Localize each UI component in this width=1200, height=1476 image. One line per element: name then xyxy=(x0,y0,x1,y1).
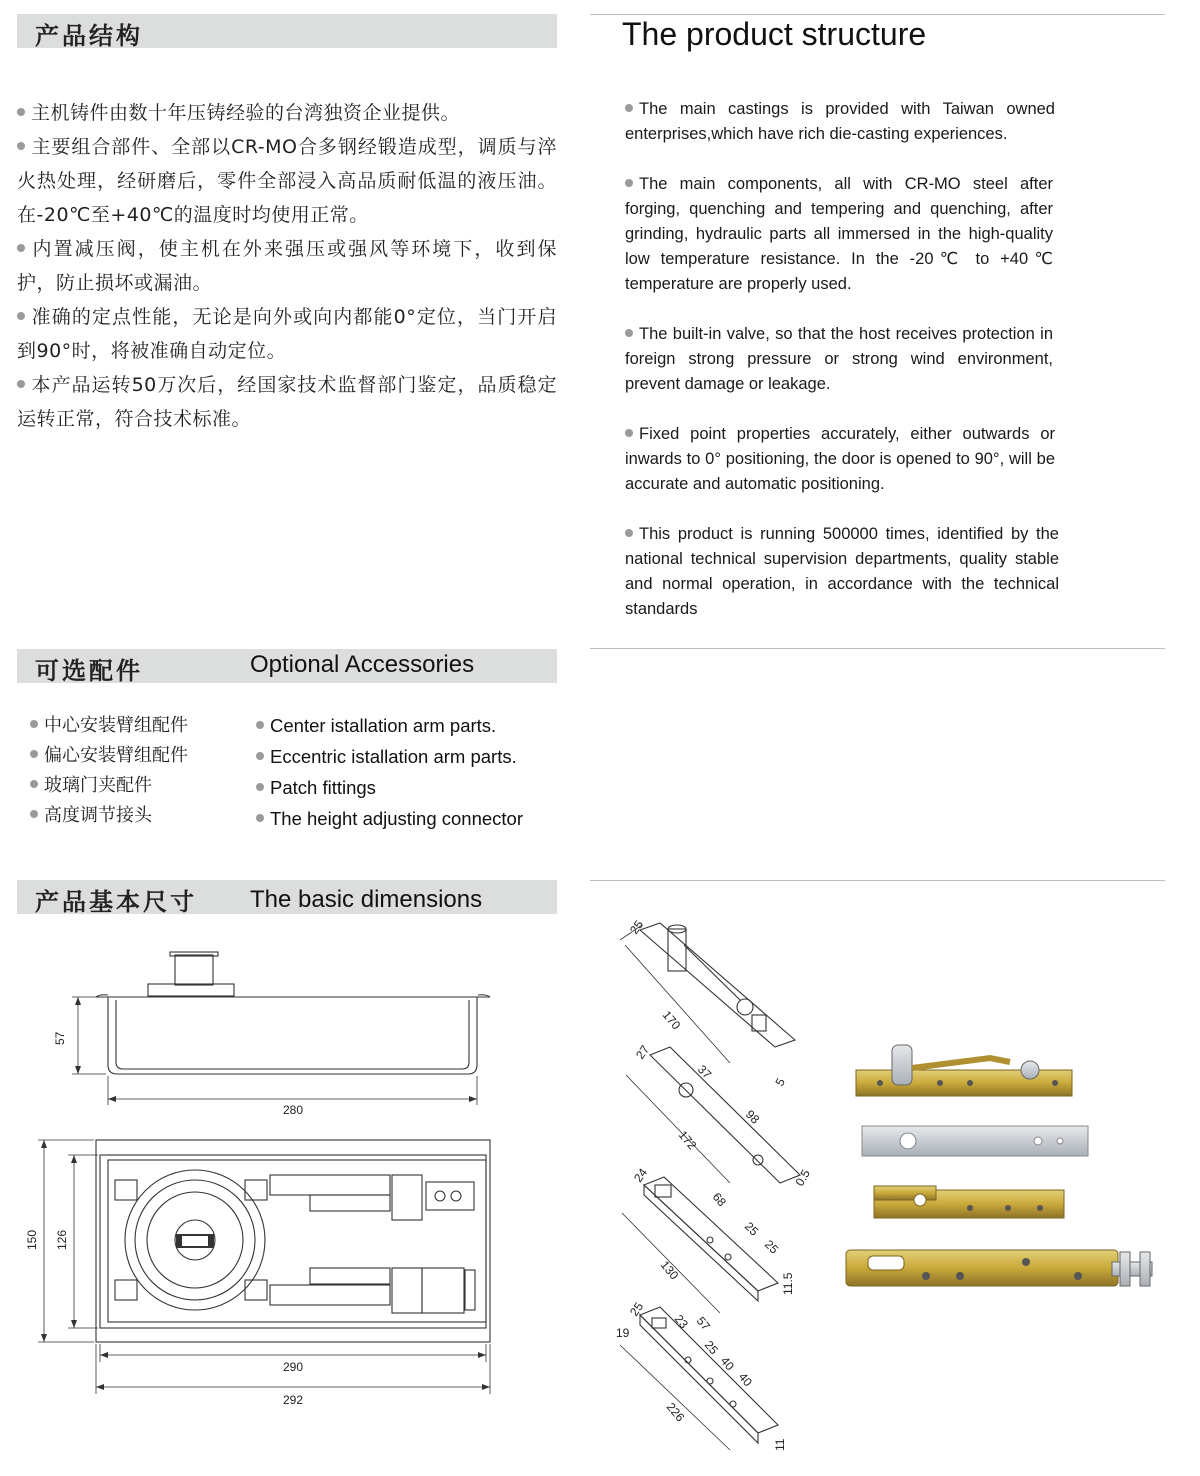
bullet-icon xyxy=(625,329,633,337)
part3-width-label: 24 xyxy=(630,1165,651,1185)
structure-title-cn: 产品结构 xyxy=(35,22,143,50)
top-view-drawing xyxy=(20,1130,510,1420)
top-outer-length-dimension xyxy=(96,1344,490,1407)
accessories-title-cn: 可选配件 xyxy=(35,657,143,685)
en-paragraph-5: This product is running 500000 times, identified by the national technical supervision departments, quality stable and normal operation, in accordance with the technical standards xyxy=(625,525,1059,618)
cn-paragraph-5: 本产品运转50万次后，经国家技术监督部门鉴定，品质稳定运转正常，符合技术标准。 xyxy=(17,374,557,430)
part4-length-label: 226 xyxy=(663,1399,688,1425)
part2-width-label: 27 xyxy=(632,1042,653,1062)
bullet-icon xyxy=(17,108,25,116)
top-outer-length-label: 292 xyxy=(283,1393,304,1407)
en-paragraph-4: Fixed point properties accurately, either outwards or inwards to 0° positioning, the door is opened to 90°, will be accurate and automatic positioning. xyxy=(625,425,1055,493)
accessory-photos xyxy=(840,1040,1170,1310)
photo-center-arm xyxy=(856,1045,1072,1096)
part3-spacing-a-label: 25 xyxy=(741,1219,762,1239)
top-inner-height-dimension xyxy=(55,1155,98,1328)
bullet-icon xyxy=(256,752,264,760)
bullet-icon xyxy=(30,750,38,758)
part4-offset-a-label: 23 xyxy=(671,1311,692,1332)
part2-length-label: 172 xyxy=(675,1127,700,1153)
accessory-en-item: Patch fittings xyxy=(256,772,523,803)
part2-thickness-label: 0.5 xyxy=(792,1167,813,1189)
top-inner-length-dimension xyxy=(100,1344,486,1374)
accessory-cn-item: 玻璃门夹配件 xyxy=(30,771,188,801)
structure-top-divider xyxy=(590,14,1165,15)
part4-eccentric-arm-drawing xyxy=(616,1299,787,1451)
part1-thickness-label: 5 xyxy=(772,1075,788,1089)
part4-spacing-c-label: 40 xyxy=(735,1369,756,1390)
bullet-icon xyxy=(17,142,25,150)
top-inner-height-label: 126 xyxy=(55,1229,69,1250)
part2-hole-offset-label: 37 xyxy=(694,1062,715,1082)
structure-cn-text xyxy=(17,96,557,436)
en-paragraph-3: The built-in valve, so that the host receives protection in foreign strong pressure or strong wind environment, prevent damage or leakage. xyxy=(625,325,1053,393)
closer-body-side xyxy=(96,952,490,1074)
part4-width-label: 25 xyxy=(626,1299,647,1319)
photo-height-connector xyxy=(874,1186,1064,1218)
accessory-cn-item: 偏心安装臂组配件 xyxy=(30,741,188,771)
en-paragraph-2: The main components, all with CR-MO steel after forging, quenching and tempering and quenching, after grinding, hydraulic parts all immersed in the high-quality low temperature resistance. In the -20℃ to +40℃ temperature are properly used. xyxy=(625,175,1053,293)
bullet-icon xyxy=(256,783,264,791)
part4-height-label: 11 xyxy=(773,1438,787,1451)
dimensions-title-en: The basic dimensions xyxy=(250,886,483,913)
part4-spacing-b-label: 40 xyxy=(717,1353,738,1374)
bullet-icon xyxy=(625,104,633,112)
closer-body-top xyxy=(96,1140,490,1342)
bullet-icon xyxy=(17,380,25,388)
part3-offset-label: 68 xyxy=(709,1189,730,1210)
bullet-icon xyxy=(17,312,25,320)
cn-paragraph-4: 准确的定点性能，无论是向外或向内都能0°定位，当门开启到90°时，将被准确自动定位。 xyxy=(17,306,557,362)
bullet-icon xyxy=(625,179,633,187)
part2-hole-spacing-label: 98 xyxy=(742,1107,763,1127)
bullet-icon xyxy=(256,721,264,729)
accessory-en-item: Center istallation arm parts. xyxy=(256,710,523,741)
accessory-drawings xyxy=(600,915,820,1455)
top-outer-height-label: 150 xyxy=(25,1229,39,1250)
side-height-label: 57 xyxy=(53,1031,67,1045)
bullet-icon xyxy=(256,814,264,822)
part3-height-connector-drawing xyxy=(622,1165,795,1313)
part4-spacing-a-label: 25 xyxy=(701,1337,722,1358)
structure-title-en: The product structure xyxy=(622,16,927,52)
accessory-en-list xyxy=(256,710,523,834)
accessory-en-item: Eccentric istallation arm parts. xyxy=(256,741,523,772)
bullet-icon xyxy=(30,780,38,788)
side-height-dimension xyxy=(53,997,106,1074)
accessory-cn-item: 中心安装臂组配件 xyxy=(30,711,188,741)
cn-paragraph-2: 主要组合部件、全部以CR-MO合多钢经锻造成型，调质与淬火热处理，经研磨后，零件全部浸入高品质耐低温的液压油。在-20℃至+40℃的温度时均使用正常。 xyxy=(17,136,557,226)
part2-patch-plate-drawing xyxy=(626,1042,813,1188)
bullet-icon xyxy=(625,529,633,537)
side-view-drawing xyxy=(20,940,510,1130)
accessory-cn-item: 高度调节接头 xyxy=(30,801,188,831)
bullet-icon xyxy=(30,720,38,728)
part1-width-label: 25 xyxy=(626,917,647,937)
part3-height-label: 11.5 xyxy=(781,1272,795,1295)
top-inner-length-label: 290 xyxy=(283,1360,304,1374)
part4-side-label: 19 xyxy=(616,1326,630,1340)
cn-paragraph-1: 主机铸件由数十年压铸经验的台湾独资企业提供。 xyxy=(17,96,557,130)
part1-center-arm-drawing xyxy=(620,917,795,1088)
side-length-label: 280 xyxy=(283,1103,304,1117)
part4-offset-b-label: 57 xyxy=(693,1313,714,1334)
part3-spacing-b-label: 25 xyxy=(761,1237,782,1257)
bullet-icon xyxy=(17,244,25,252)
side-length-dimension xyxy=(108,1076,477,1117)
en-paragraph-1: The main castings is provided with Taiwan owned enterprises,which have rich die-casting experiences. xyxy=(625,100,1055,143)
accessories-title-en: Optional Accessories xyxy=(250,651,475,678)
structure-bottom-divider xyxy=(590,648,1165,649)
cn-paragraph-3: 内置减压阀，使主机在外来强压或强风等环境下，收到保护，防止损坏或漏油。 xyxy=(17,238,557,294)
bullet-icon xyxy=(30,810,38,818)
part1-length-label: 170 xyxy=(659,1007,684,1033)
part3-length-label: 130 xyxy=(657,1257,682,1283)
dimensions-title-cn: 产品基本尺寸 xyxy=(35,888,197,916)
bullet-icon xyxy=(625,429,633,437)
accessory-cn-list xyxy=(30,711,188,831)
photo-patch-plate xyxy=(862,1126,1088,1156)
accessories-bottom-divider xyxy=(590,880,1165,881)
accessory-en-item: The height adjusting connector xyxy=(256,803,523,834)
photo-eccentric-arm xyxy=(846,1250,1152,1286)
